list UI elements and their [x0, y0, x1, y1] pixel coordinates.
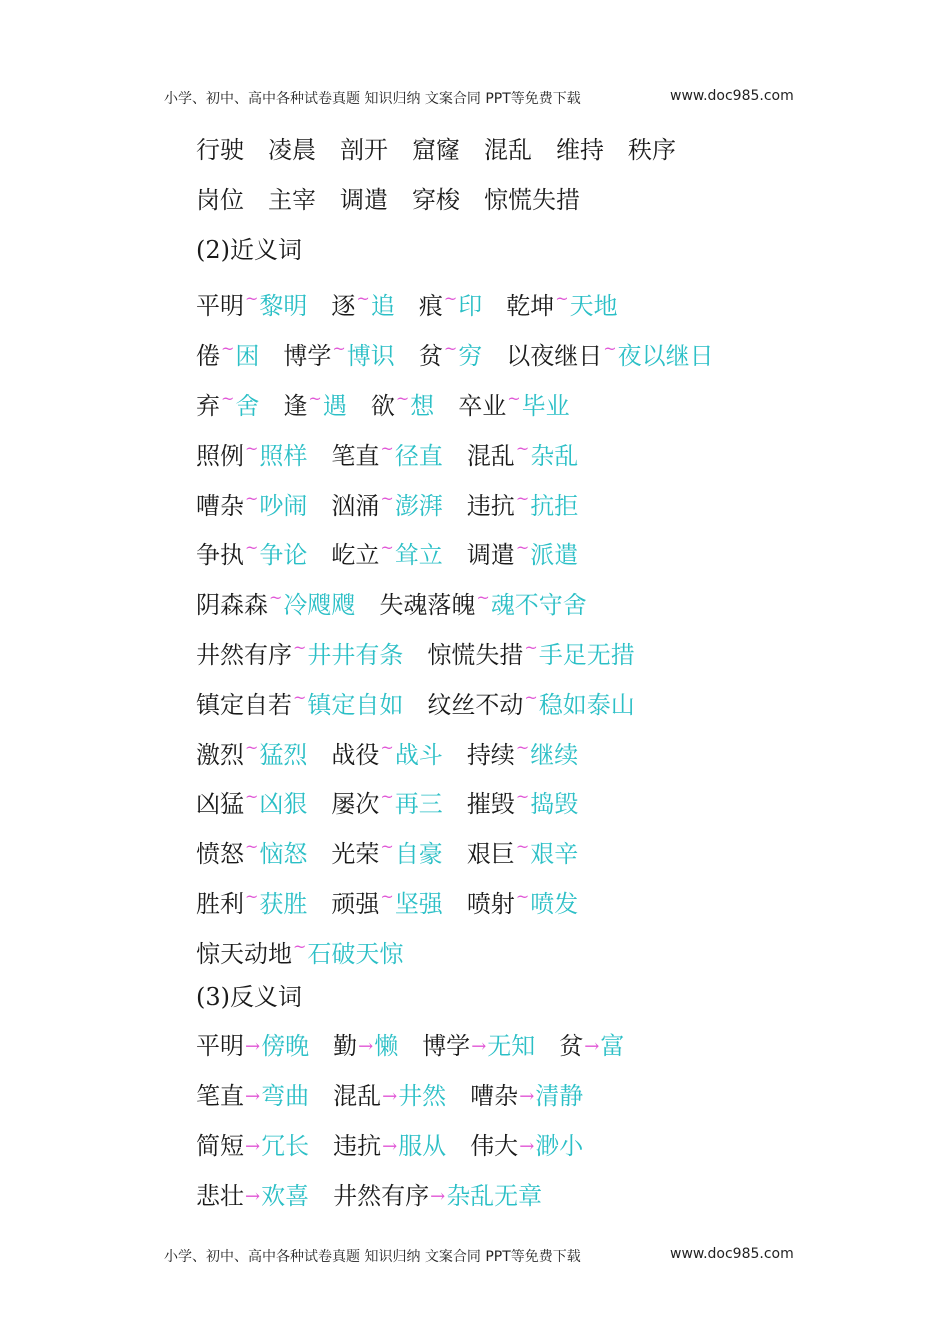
tilde-symbol: ~ [356, 289, 370, 309]
word: 持续 [466, 740, 515, 769]
synonym-answer: 派遣 [530, 541, 579, 570]
synonym-pair [196, 726, 307, 777]
tilde-symbol: ~ [380, 438, 394, 458]
synonym-pair [196, 377, 259, 428]
word: 艰巨 [466, 840, 515, 869]
synonym-answer: 艰辛 [530, 840, 579, 869]
antonym-answer: 富 [600, 1032, 625, 1061]
vocab-word: 穿梭 [412, 185, 460, 214]
word: 顽强 [331, 889, 380, 918]
antonym-answer: 服从 [398, 1131, 447, 1160]
antonym-answer: 懒 [374, 1032, 399, 1061]
tilde-symbol: ~ [515, 538, 530, 558]
word: 乾坤 [506, 292, 555, 321]
synonym-answer: 毕业 [521, 391, 570, 420]
word: 汹涌 [331, 491, 380, 520]
antonym-pair [196, 1174, 309, 1219]
synonym-answer: 手足无措 [538, 640, 635, 669]
word: 简短 [196, 1131, 244, 1160]
synonym-pair [506, 277, 617, 328]
synonym-answer: 吵闹 [259, 491, 308, 520]
synonym-answer: 再三 [394, 790, 443, 819]
arrow-icon: → [382, 1135, 398, 1157]
tilde-symbol: ~ [245, 787, 259, 807]
word: 贫 [559, 1032, 584, 1061]
arrow-icon: → [245, 1036, 261, 1058]
synonym-pair [331, 726, 442, 777]
word: 嘈杂 [196, 491, 244, 520]
word: 争执 [196, 541, 244, 570]
synonym-line [196, 875, 896, 925]
synonym-section-title: (2)近义词 [196, 235, 302, 264]
footer-text: 小学、初中、高中各种试卷真题 知识归纳 文案合同 PPT等免费下载 [164, 1249, 581, 1265]
word: 井然有序 [196, 640, 292, 669]
word: 平明 [196, 1032, 244, 1061]
antonym-line [196, 1174, 896, 1224]
arrow-icon: → [471, 1036, 487, 1058]
synonym-answer: 石破天惊 [307, 939, 404, 968]
synonym-answer: 追 [370, 292, 395, 321]
tilde-symbol: ~ [245, 488, 259, 508]
arrow-icon: → [358, 1036, 374, 1058]
synonym-pair [196, 875, 307, 926]
synonym-pair [467, 526, 578, 577]
synonym-pair [427, 626, 634, 677]
antonym-pair [333, 1174, 542, 1219]
word: 激烈 [196, 740, 244, 769]
antonym-answer: 无知 [487, 1032, 536, 1061]
antonym-section-title: (3)反义词 [196, 982, 302, 1011]
arrow-icon: → [245, 1185, 261, 1207]
synonym-line [196, 676, 896, 726]
synonym-answer: 战斗 [394, 740, 443, 769]
tilde-symbol: ~ [380, 488, 394, 508]
tilde-symbol: ~ [515, 886, 530, 906]
synonym-answer: 凶狠 [259, 790, 308, 819]
word: 伟大 [470, 1131, 519, 1160]
synonym-pair [283, 377, 346, 428]
word: 凶猛 [196, 790, 244, 819]
arrow-icon: → [245, 1086, 261, 1108]
vocab-word: 主宰 [268, 185, 316, 214]
synonym-answer: 恼怒 [259, 840, 308, 869]
antonym-pair [470, 1124, 583, 1169]
antonym-pair [196, 1124, 309, 1169]
synonym-answer: 天地 [569, 292, 618, 321]
word: 阴森森 [196, 591, 268, 620]
antonym-answer: 井然 [398, 1082, 447, 1111]
synonym-answer: 困 [235, 342, 260, 371]
antonym-answer: 清静 [535, 1082, 584, 1111]
synonym-answer: 杂乱 [530, 441, 579, 470]
tilde-symbol: ~ [245, 289, 259, 309]
synonym-line [196, 526, 896, 576]
word: 以夜继日 [506, 342, 603, 371]
word: 愤怒 [196, 840, 244, 869]
synonym-pair [196, 925, 403, 976]
tilde-symbol: ~ [555, 289, 569, 309]
synonym-answer: 夜以继日 [617, 342, 714, 371]
tilde-symbol: ~ [221, 388, 235, 408]
synonym-answer: 耸立 [394, 541, 443, 570]
synonym-pair [379, 576, 586, 627]
tilde-symbol: ~ [443, 339, 458, 359]
vocab-word: 行驶 [196, 136, 244, 164]
tilde-symbol: ~ [380, 787, 394, 807]
synonym-pair [196, 526, 307, 577]
synonym-answer: 舍 [235, 391, 260, 420]
vocab-word: 窟窿 [412, 136, 460, 164]
vocab-line [196, 128, 896, 178]
tilde-symbol: ~ [245, 737, 259, 757]
word: 井然有序 [333, 1181, 430, 1210]
word: 悲壮 [196, 1181, 244, 1210]
synonym-answer: 获胜 [259, 889, 308, 918]
tilde-symbol: ~ [515, 787, 530, 807]
synonym-line [196, 327, 896, 377]
word: 屹立 [331, 541, 380, 570]
synonym-pair [196, 327, 259, 378]
synonym-pair [196, 676, 403, 727]
antonym-answer: 杂乱无章 [446, 1181, 543, 1210]
tilde-symbol: ~ [515, 737, 530, 757]
word: 摧毁 [466, 790, 515, 819]
synonym-answer: 魂不守舍 [490, 591, 587, 620]
tilde-symbol: ~ [380, 837, 394, 857]
synonym-pair [331, 875, 442, 926]
synonym-pair [196, 626, 403, 677]
tilde-symbol: ~ [245, 837, 259, 857]
word: 笔直 [331, 441, 380, 470]
tilde-symbol: ~ [308, 388, 322, 408]
synonym-pair [467, 726, 578, 777]
tilde-symbol: ~ [515, 488, 530, 508]
word: 倦 [196, 342, 220, 371]
tilde-symbol: ~ [245, 886, 259, 906]
synonym-pair [196, 775, 307, 826]
word: 违抗 [466, 491, 515, 520]
synonym-pair [331, 775, 442, 826]
arrow-icon: → [245, 1135, 261, 1157]
antonym-pair [333, 1074, 446, 1119]
tilde-symbol: ~ [293, 637, 307, 657]
synonym-pair [419, 327, 482, 378]
antonym-pair [333, 1124, 446, 1169]
vocab-word: 维持 [556, 136, 604, 164]
synonym-line [196, 775, 896, 825]
word: 惊天动地 [196, 939, 292, 968]
word: 博学 [283, 342, 332, 371]
tilde-symbol: ~ [524, 637, 538, 657]
synonym-answer: 井井有条 [307, 640, 404, 669]
word: 违抗 [333, 1131, 382, 1160]
synonym-pair [331, 825, 442, 876]
synonym-pair [419, 277, 482, 328]
synonym-pair [196, 427, 307, 478]
antonym-line [196, 1124, 896, 1174]
arrow-icon: → [430, 1185, 446, 1207]
synonym-answer: 自豪 [394, 840, 443, 869]
vocab-word: 秩序 [628, 136, 676, 164]
word: 纹丝不动 [427, 690, 524, 719]
tilde-symbol: ~ [515, 438, 530, 458]
synonym-line [196, 626, 896, 676]
word: 镇定自若 [196, 690, 292, 719]
synonym-pair [427, 676, 634, 727]
synonym-line [196, 825, 896, 875]
word: 战役 [331, 740, 380, 769]
word: 博学 [422, 1032, 471, 1061]
header-text: 小学、初中、高中各种试卷真题 知识归纳 文案合同 PPT等免费下载 [164, 91, 581, 107]
synonym-answer: 遇 [322, 391, 347, 420]
synonym-pair [467, 825, 578, 876]
synonym-answer: 黎明 [259, 292, 308, 321]
antonym-pair [422, 1024, 535, 1069]
antonym-line [196, 1024, 896, 1074]
tilde-symbol: ~ [293, 936, 307, 956]
tilde-symbol: ~ [603, 339, 617, 359]
synonym-answer: 澎湃 [394, 491, 443, 520]
synonym-line [196, 726, 896, 776]
synonym-answer: 捣毁 [530, 790, 579, 819]
synonym-answer: 印 [458, 292, 483, 321]
synonym-pair [467, 477, 578, 528]
tilde-symbol: ~ [380, 538, 394, 558]
synonym-pair [196, 576, 355, 627]
synonym-pair [467, 775, 578, 826]
synonym-pair [196, 825, 307, 876]
antonym-answer: 欢喜 [261, 1181, 310, 1210]
footer-url[interactable]: www.doc985.com [670, 1246, 794, 1262]
header-url[interactable]: www.doc985.com [670, 88, 794, 104]
tilde-symbol: ~ [476, 588, 490, 608]
synonym-pair [331, 526, 442, 577]
synonym-pair [506, 327, 713, 378]
tilde-symbol: ~ [443, 289, 458, 309]
word: 贫 [418, 342, 443, 371]
synonym-answer: 镇定自如 [307, 690, 404, 719]
synonym-answer: 坚强 [394, 889, 443, 918]
synonym-line [196, 477, 896, 527]
tilde-symbol: ~ [245, 438, 259, 458]
antonym-answer: 弯曲 [261, 1082, 310, 1111]
synonym-answer: 博识 [346, 342, 395, 371]
tilde-symbol: ~ [380, 886, 394, 906]
word: 混乱 [466, 441, 515, 470]
vocab-word: 惊慌失措 [484, 185, 580, 214]
vocab-word: 调遣 [340, 185, 388, 214]
tilde-symbol: ~ [507, 388, 521, 408]
vocab-word: 混乱 [484, 136, 532, 164]
tilde-symbol: ~ [515, 837, 530, 857]
word: 勤 [333, 1032, 358, 1061]
tilde-symbol: ~ [332, 339, 346, 359]
synonym-answer: 想 [410, 391, 435, 420]
vocab-word: 剖开 [340, 136, 388, 164]
word: 失魂落魄 [379, 591, 476, 620]
synonym-line [196, 277, 896, 327]
word: 惊慌失措 [427, 640, 524, 669]
arrow-icon: → [519, 1086, 535, 1108]
synonym-pair [331, 427, 442, 478]
antonym-pair [196, 1074, 309, 1119]
synonym-pair [467, 875, 578, 926]
synonym-answer: 猛烈 [259, 740, 308, 769]
word: 嘈杂 [470, 1082, 519, 1111]
tilde-symbol: ~ [221, 339, 235, 359]
synonym-line [196, 427, 896, 477]
antonym-answer: 渺小 [535, 1131, 584, 1160]
word: 逢 [283, 391, 308, 420]
synonym-pair [331, 477, 442, 528]
tilde-symbol: ~ [245, 538, 259, 558]
antonym-answer: 傍晚 [261, 1032, 310, 1061]
word: 卒业 [458, 391, 507, 420]
synonym-answer: 冷飕飕 [283, 591, 356, 620]
word: 屡次 [331, 790, 380, 819]
word: 逐 [331, 292, 356, 321]
vocab-word: 岗位 [196, 185, 244, 214]
word: 笔直 [196, 1082, 244, 1111]
antonym-answer: 冗长 [261, 1131, 310, 1160]
word: 混乱 [333, 1082, 382, 1111]
word: 胜利 [196, 889, 244, 918]
word: 调遣 [466, 541, 515, 570]
word: 痕 [418, 292, 443, 321]
synonym-answer: 穷 [458, 342, 483, 371]
synonym-pair [283, 327, 394, 378]
tilde-symbol: ~ [524, 687, 538, 707]
document-body [196, 128, 896, 1224]
synonym-pair [467, 427, 578, 478]
arrow-icon: → [382, 1086, 398, 1108]
tilde-symbol: ~ [395, 388, 410, 408]
word: 弃 [196, 391, 220, 420]
synonym-pair [458, 377, 569, 428]
vocab-line [196, 178, 896, 228]
synonym-pair [196, 277, 307, 328]
synonym-line [196, 377, 896, 427]
synonym-answer: 径直 [394, 441, 443, 470]
antonym-pair [196, 1024, 309, 1069]
word: 平明 [196, 292, 244, 321]
vocab-word: 凌晨 [268, 136, 316, 164]
tilde-symbol: ~ [380, 737, 394, 757]
synonym-line [196, 576, 896, 626]
word: 喷射 [466, 889, 515, 918]
antonym-line [196, 1074, 896, 1124]
synonym-answer: 争论 [259, 541, 308, 570]
synonym-pair [331, 277, 394, 328]
synonym-answer: 稳如泰山 [538, 690, 635, 719]
arrow-icon: → [519, 1135, 535, 1157]
word: 照例 [196, 441, 244, 470]
synonym-answer: 抗拒 [530, 491, 579, 520]
word: 光荣 [331, 840, 380, 869]
tilde-symbol: ~ [293, 687, 307, 707]
synonym-answer: 喷发 [530, 889, 579, 918]
antonym-pair [333, 1024, 398, 1069]
synonym-answer: 照样 [259, 441, 308, 470]
synonym-line [196, 925, 896, 975]
synonym-answer: 继续 [530, 740, 579, 769]
word: 欲 [370, 391, 395, 420]
synonym-pair [196, 477, 307, 528]
arrow-icon: → [584, 1036, 600, 1058]
tilde-symbol: ~ [269, 588, 283, 608]
antonym-pair [470, 1074, 583, 1119]
antonym-pair [559, 1024, 624, 1069]
synonym-pair [371, 377, 434, 428]
